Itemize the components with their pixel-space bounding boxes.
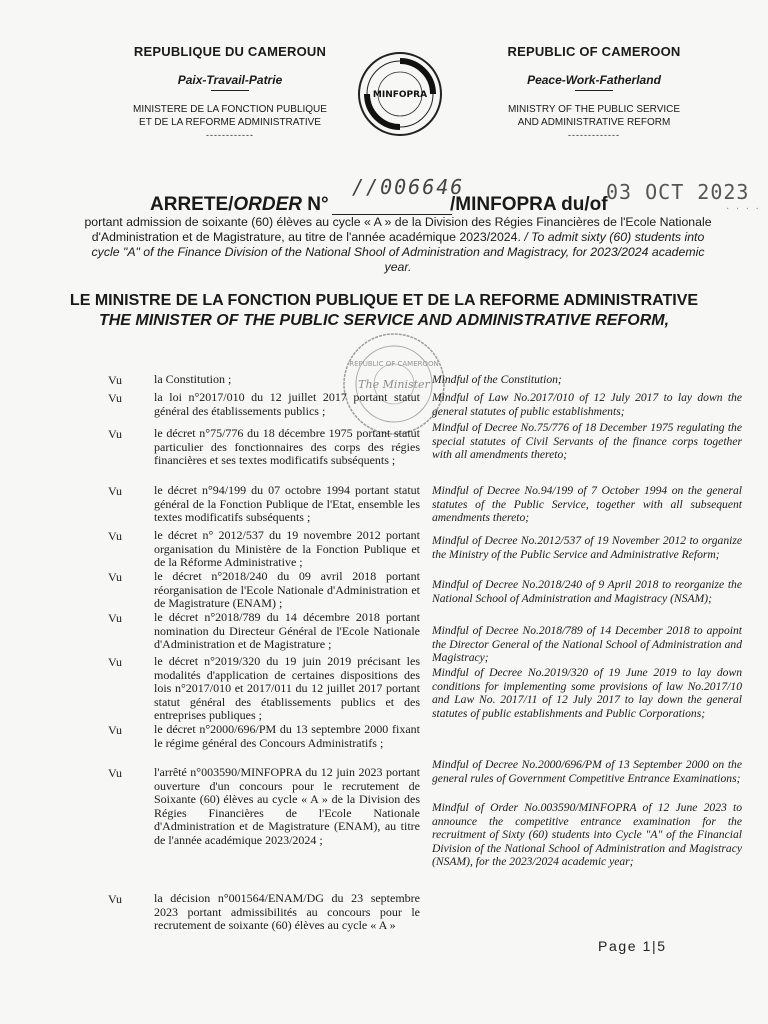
- motto-fr: Paix-Travail-Patrie: [177, 73, 283, 87]
- subtitle-fr: portant admission de soixante (60) élèves au cycle « A » de la Division des Régies Financières de l'Ecole Nationale d'Administration et de Magistrature, au titre de l'année académique 2023/2024.: [84, 215, 712, 244]
- vu-text-en: Mindful of Decree No.2018/789 of 14 December 2018 to appoint the Director General of the National School of Administration and Magistracy;: [432, 624, 742, 664]
- svg-text:The Minister: The Minister: [358, 378, 430, 391]
- vu-text-en: Mindful of Order No.003590/MINFOPRA of 12 June 2023 to announce the competitive entrance examination for the recruitment of Sixty (60) students into Cycle "A" of the Financial Division of the National School of Administration and Magistracy (NSAM), for the 2023/2024 academic year;: [432, 801, 742, 868]
- motto-en: Peace-Work-Fatherland: [527, 73, 661, 87]
- vu-text-en: Mindful of Decree No.2000/696/PM of 13 September 2000 on the general rules of Government Competitive Entrance Examinations;: [432, 758, 742, 785]
- vu-text-en: Mindful of Law No.2017/010 of 12 July 2017 to lay down the general statutes of public establishments;: [432, 391, 742, 418]
- vu-text-fr: la décision n°001564/ENAM/DG du 23 septembre 2023 portant admissibilités au concours pour le recrutement de soixante (60) élèves au cycle « A »: [154, 891, 420, 932]
- vu-text-fr: le décret n°75/776 du 18 décembre 1975 portant statut particulier des fonctionnaires des corps des régies financières et ses textes modificatifs subséquents ;: [154, 426, 420, 467]
- vu-text-en: Mindful of the Constitution;: [432, 373, 562, 386]
- emblem-label: MINFOPRA: [372, 90, 428, 100]
- vu-label: Vu: [108, 373, 122, 387]
- vu-label: Vu: [108, 427, 122, 441]
- vu-text-en: Mindful of Decree No.2012/537 of 19 November 2012 to organize the Ministry of the Public Service and Administrative Reform;: [432, 534, 742, 561]
- ministry-fr: [100, 103, 360, 142]
- vu-label: Vu: [108, 570, 122, 584]
- vu-label: Vu: [108, 529, 122, 543]
- vu-label: Vu: [108, 892, 122, 906]
- vu-label: Vu: [108, 391, 122, 405]
- vu-text-fr: le décret n°2018/789 du 14 décembre 2018 portant nomination du Directeur Général de l'Ecole Nationale d'Administration et de Magistrature ;: [154, 610, 420, 651]
- vu-label: Vu: [108, 655, 122, 669]
- svg-text:REPUBLIC OF CAMEROON: REPUBLIC OF CAMEROON: [349, 360, 439, 368]
- stamped-date: 03 OCT 2023: [606, 180, 750, 204]
- vu-text-en: Mindful of Decree No.2018/240 of 9 April 2018 to reorganize the National School of Administration and Magistracy (NSAM);: [432, 578, 742, 605]
- ministry-en-dashes: -------------: [568, 130, 620, 140]
- stamp-dots: · · · ·: [726, 204, 761, 215]
- vu-text-fr: le décret n°2019/320 du 19 juin 2019 précisant les modalités d'application de certaines dispositions des lois n°2017/010 et 2017/011 du 12 juillet 2017 portant statut général des établissements publics et des entreprises publiques ;: [154, 654, 420, 722]
- vu-text-fr: le décret n°94/199 du 07 octobre 1994 portant statut général de la Fonction Publique de l'Etat, ensemble les textes modificatifs subséquents ;: [154, 483, 420, 524]
- vu-text-fr: le décret n°2018/240 du 09 avril 2018 portant réorganisation de l'Ecole Nationale d'Administration et de Magistrature (ENAM) ;: [154, 569, 420, 610]
- order-subtitle: [80, 215, 716, 275]
- stamped-order-number: //006646: [352, 175, 465, 199]
- vu-label: Vu: [108, 723, 122, 737]
- vu-text-en: Mindful of Decree No.75/776 of 18 December 1975 regulating the special statutes of Civil Servants of the finance corps together with all amendments thereto;: [432, 421, 742, 461]
- minister-heading-fr: LE MINISTRE DE LA FONCTION PUBLIQUE ET DE LA REFORME ADMINISTRATIVE: [69, 292, 699, 309]
- subtitle-en: / To admit sixty (60) students into cycle "A" of the Finance Division of the National Shool of Administration and Magistracy, for 2023/2024 academic year.: [91, 230, 705, 274]
- vu-label: Vu: [108, 611, 122, 625]
- vu-label: Vu: [108, 766, 122, 780]
- header-left: [100, 44, 360, 142]
- vu-text-fr: le décret n°2000/696/PM du 13 septembre 2000 fixant le régime général des Concours Administratifs ;: [154, 722, 420, 750]
- vu-text-fr: la Constitution ;: [154, 372, 232, 386]
- ministry-en: [464, 103, 724, 142]
- order-title-prefix: ARRETE/ORDER N°: [150, 194, 329, 215]
- vu-text-fr: l'arrêté n°003590/MINFOPRA du 12 juin 2023 portant ouverture d'un concours pour le recrutement de Soixante (60) élèves au cycle « A » de la Division des Régies Financières de l'Ecole Nationale d'Administration et de Magistrature (ENAM), au titre de l'année académique 2023/2024 ;: [154, 765, 420, 847]
- motto-underline: [575, 90, 613, 91]
- ministry-en-line1: MINISTRY OF THE PUBLIC SERVICE: [507, 104, 681, 115]
- country-fr: REPUBLIQUE DU CAMEROUN: [133, 44, 327, 59]
- header-right: [464, 44, 724, 142]
- vu-text-en: Mindful of Decree No.94/199 of 7 October 1994 on the general statutes of the Public Service, together with all subsequent amendments thereto;: [432, 484, 742, 524]
- vu-text-fr: le décret n° 2012/537 du 19 novembre 2012 portant organisation du Ministère de la Fonction Publique et de la Réforme Administrative ;: [154, 528, 420, 569]
- ministry-en-line2: AND ADMINISTRATIVE REFORM: [517, 117, 671, 128]
- vu-label: Vu: [108, 484, 122, 498]
- vu-text-en: Mindful of Decree No.2019/320 of 19 June 2019 to lay down conditions for implementing some provisions of law No.2017/10 and Law No. 2017/11 of 12 July 2017 to lay down the general statutes of public establishments and Public Corporations;: [432, 666, 742, 720]
- country-en: REPUBLIC OF CAMEROON: [507, 44, 681, 59]
- page-number: Page 1|5: [598, 938, 667, 954]
- ministry-fr-dashes: ------------: [206, 130, 254, 140]
- minister-heading-en: THE MINISTER OF THE PUBLIC SERVICE AND ADMINISTRATIVE REFORM,: [98, 312, 670, 329]
- motto-underline: [211, 90, 249, 91]
- order-title-suffix: /MINFOPRA du/of: [450, 194, 608, 215]
- ministry-fr-line2: ET DE LA REFORME ADMINISTRATIVE: [139, 117, 321, 128]
- ministry-fr-line1: MINISTERE DE LA FONCTION PUBLIQUE: [133, 104, 327, 115]
- vu-text-fr: la loi n°2017/010 du 12 juillet 2017 portant statut général des établissements publics ;: [154, 390, 420, 418]
- minfopra-emblem-logo: [356, 50, 444, 138]
